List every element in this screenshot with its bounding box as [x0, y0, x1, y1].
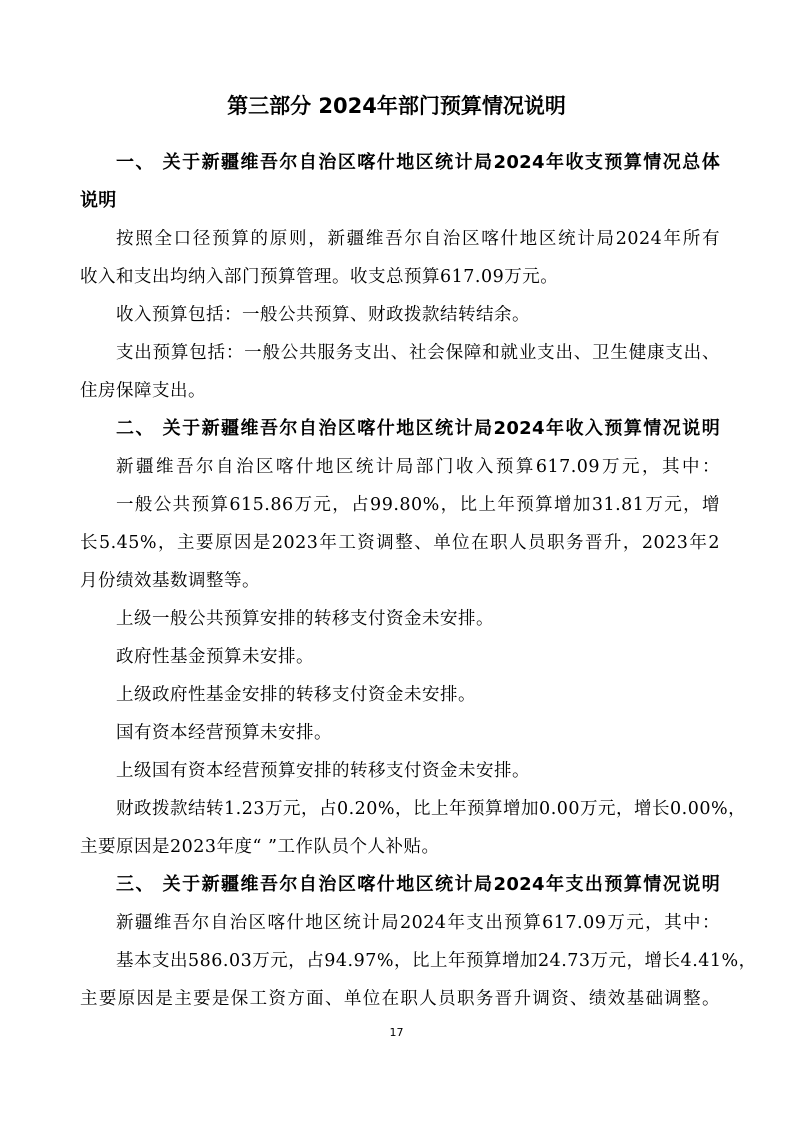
section-1-paragraph-3-line-2: 住房保障支出。 — [80, 381, 206, 401]
section-3-paragraph-1: 新疆维吾尔自治区喀什地区统计局2024年支出预算617.09万元，其中： — [116, 913, 720, 933]
section-2-paragraph-2-line-2: 长5.45%，主要原因是2023年工资调整、单位在职人员职务晋升，2023年2 — [80, 533, 720, 553]
section-2-paragraph-2-line-3: 月份绩效基数调整等。 — [80, 571, 260, 591]
section-2-paragraph-3: 上级一般公共预算安排的转移支付资金未安排。 — [116, 609, 494, 629]
page-number: 17 — [389, 1026, 404, 1039]
section-1-paragraph-1-line-2: 收入和支出均纳入部门预算管理。收支总预算617.09万元。 — [80, 267, 559, 287]
section-2-paragraph-4: 政府性基金预算未安排。 — [116, 647, 314, 667]
section-1-paragraph-2: 收入预算包括：一般公共预算、财政拨款结转结余。 — [116, 305, 530, 325]
section-2-paragraph-8-line-1: 财政拨款结转1.23万元，占0.20%，比上年预算增加0.00万元，增长0.00%， — [116, 799, 747, 819]
section-2-paragraph-8-line-2: 主要原因是2023年度“ ”工作队员个人补贴。 — [80, 837, 440, 857]
section-2-paragraph-1: 新疆维吾尔自治区喀什地区统计局部门收入预算617.09万元，其中： — [116, 457, 720, 477]
section-2-paragraph-7: 上级国有资本经营预算安排的转移支付资金未安排。 — [116, 761, 530, 781]
section-3-paragraph-2-line-2: 主要原因是主要是保工资方面、单位在职人员职务晋升调资、绩效基础调整。 — [80, 989, 720, 1009]
section-3-paragraph-2-line-1: 基本支出586.03万元，占94.97%，比上年预算增加24.73万元，增长4.41%， — [116, 951, 757, 971]
section-2 — [80, 410, 747, 866]
section-2-heading: 二、 关于新疆维吾尔自治区喀什地区统计局2024年收入预算情况说明 — [116, 418, 720, 439]
section-1-paragraph-3-line-1: 支出预算包括：一般公共服务支出、社会保障和就业支出、卫生健康支出、 — [116, 343, 720, 363]
page-title: 第三部分 2024年部门预算情况说明 — [227, 94, 566, 118]
section-2-paragraph-2-line-1: 一般公共预算615.86万元，占99.80%，比上年预算增加31.81万元，增 — [116, 495, 720, 515]
section-1-heading-line-1: 一、 关于新疆维吾尔自治区喀什地区统计局2024年收支预算情况总体 — [116, 152, 720, 173]
section-1 — [80, 144, 720, 410]
section-1-paragraph-1-line-1: 按照全口径预算的原则，新疆维吾尔自治区喀什地区统计局2024年所有 — [116, 229, 720, 249]
section-3-heading: 三、 关于新疆维吾尔自治区喀什地区统计局2024年支出预算情况说明 — [116, 874, 720, 895]
section-2-paragraph-5: 上级政府性基金安排的转移支付资金未安排。 — [116, 685, 476, 705]
section-3 — [80, 866, 757, 1018]
section-1-heading-line-2: 说明 — [80, 190, 117, 211]
section-2-paragraph-6: 国有资本经营预算未安排。 — [116, 723, 332, 743]
